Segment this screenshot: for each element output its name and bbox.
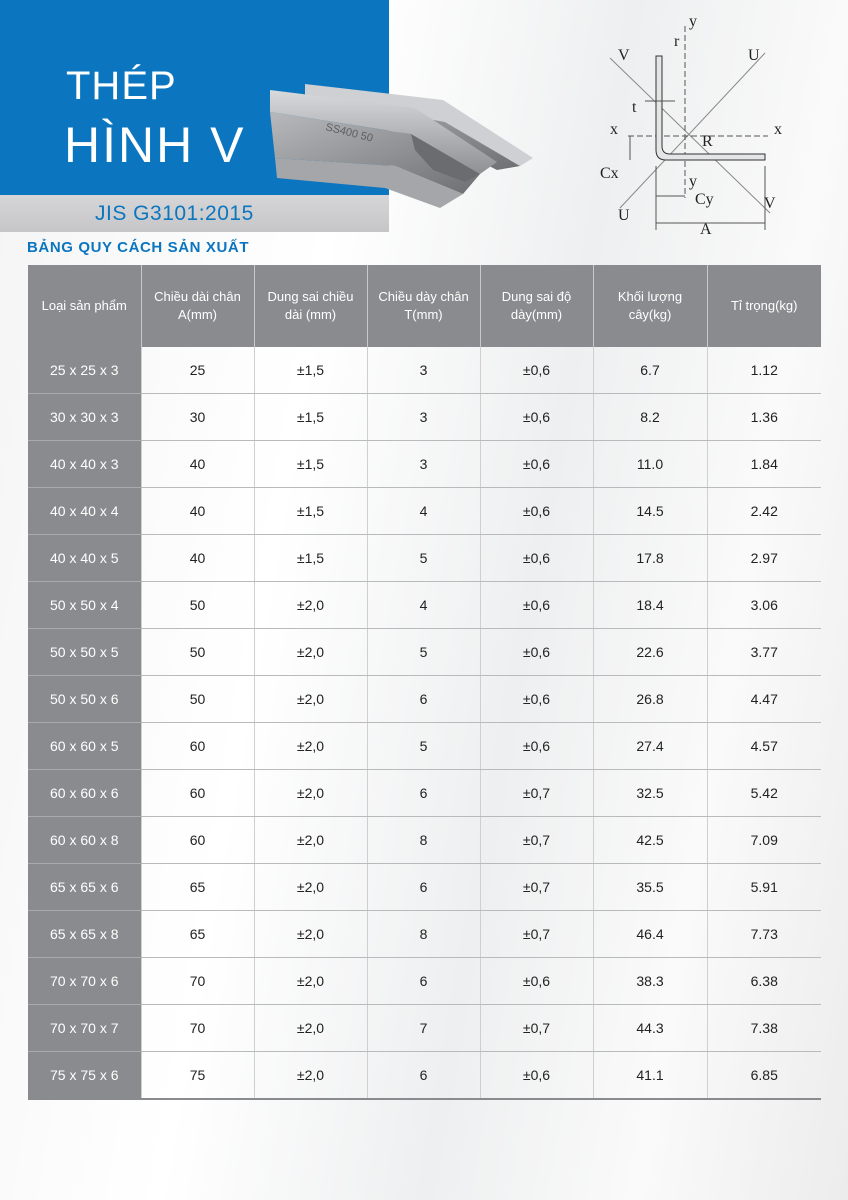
table-row	[28, 958, 821, 1005]
diagram-label-cx: Cx	[600, 165, 619, 182]
cell-leg-length: 60	[141, 817, 254, 864]
cell-length-tolerance: ±2,0	[254, 911, 367, 958]
cell-leg-length: 75	[141, 1052, 254, 1100]
cell-product-type: 70 x 70 x 7	[28, 1005, 141, 1052]
cell-unit-weight: 7.38	[707, 1005, 821, 1052]
cell-leg-length: 40	[141, 441, 254, 488]
diagram-label-x-left: x	[610, 121, 618, 138]
table-row	[28, 441, 821, 488]
cell-length-tolerance: ±2,0	[254, 864, 367, 911]
cell-thickness-tolerance: ±0,6	[480, 488, 593, 535]
cell-bar-weight: 14.5	[593, 488, 707, 535]
cell-bar-weight: 27.4	[593, 723, 707, 770]
cell-thickness-tolerance: ±0,6	[480, 958, 593, 1005]
cell-leg-length: 60	[141, 770, 254, 817]
cell-product-type: 75 x 75 x 6	[28, 1052, 141, 1100]
standard-label: JIS G3101:2015	[95, 202, 254, 225]
diagram-label-y-bottom: y	[689, 173, 697, 190]
cell-leg-thickness: 6	[367, 770, 480, 817]
cell-product-type: 65 x 65 x 8	[28, 911, 141, 958]
table-row	[28, 676, 821, 723]
cell-leg-length: 50	[141, 582, 254, 629]
cell-thickness-tolerance: ±0,7	[480, 1005, 593, 1052]
cell-leg-length: 25	[141, 347, 254, 394]
cell-leg-thickness: 5	[367, 535, 480, 582]
cell-leg-thickness: 3	[367, 441, 480, 488]
cell-unit-weight: 5.91	[707, 864, 821, 911]
table-row	[28, 864, 821, 911]
cell-leg-thickness: 8	[367, 911, 480, 958]
cell-unit-weight: 4.57	[707, 723, 821, 770]
cell-bar-weight: 42.5	[593, 817, 707, 864]
cell-thickness-tolerance: ±0,6	[480, 441, 593, 488]
cell-leg-thickness: 3	[367, 394, 480, 441]
diagram-label-a: A	[700, 221, 712, 238]
diagram-label-v-left: V	[618, 47, 630, 64]
cell-leg-thickness: 6	[367, 676, 480, 723]
cell-thickness-tolerance: ±0,6	[480, 1052, 593, 1100]
cell-unit-weight: 5.42	[707, 770, 821, 817]
spec-table	[28, 265, 821, 1100]
table-row	[28, 911, 821, 958]
header-leg-thickness: Chiều dày chân T(mm)	[367, 265, 480, 347]
cell-length-tolerance: ±1,5	[254, 535, 367, 582]
cell-unit-weight: 3.77	[707, 629, 821, 676]
cell-length-tolerance: ±2,0	[254, 723, 367, 770]
cell-unit-weight: 1.36	[707, 394, 821, 441]
cell-unit-weight: 1.84	[707, 441, 821, 488]
cell-unit-weight: 3.06	[707, 582, 821, 629]
cell-thickness-tolerance: ±0,6	[480, 394, 593, 441]
title-line-2: HÌNH V	[64, 117, 246, 173]
cross-section-diagram	[590, 8, 810, 238]
table-row	[28, 394, 821, 441]
cell-product-type: 65 x 65 x 6	[28, 864, 141, 911]
cell-leg-length: 40	[141, 488, 254, 535]
cell-leg-length: 70	[141, 958, 254, 1005]
cell-bar-weight: 32.5	[593, 770, 707, 817]
cell-leg-length: 40	[141, 535, 254, 582]
table-row	[28, 347, 821, 394]
cell-bar-weight: 17.8	[593, 535, 707, 582]
cell-length-tolerance: ±1,5	[254, 488, 367, 535]
cell-thickness-tolerance: ±0,6	[480, 535, 593, 582]
cell-length-tolerance: ±2,0	[254, 629, 367, 676]
table-row	[28, 817, 821, 864]
steel-stamp-text: SS400 50	[324, 121, 375, 145]
cell-leg-length: 65	[141, 864, 254, 911]
cell-product-type: 50 x 50 x 5	[28, 629, 141, 676]
table-row	[28, 535, 821, 582]
diagram-label-x-right: x	[774, 121, 782, 138]
cell-thickness-tolerance: ±0,6	[480, 723, 593, 770]
cell-unit-weight: 2.42	[707, 488, 821, 535]
cell-thickness-tolerance: ±0,7	[480, 911, 593, 958]
cell-length-tolerance: ±1,5	[254, 394, 367, 441]
diagram-label-u-right: U	[748, 47, 760, 64]
header-leg-length: Chiều dài chân A(mm)	[141, 265, 254, 347]
table-row	[28, 770, 821, 817]
diagram-label-r-radius: R	[702, 133, 713, 150]
cell-product-type: 30 x 30 x 3	[28, 394, 141, 441]
cell-unit-weight: 7.73	[707, 911, 821, 958]
title-line-1: THÉP	[66, 64, 177, 108]
cell-length-tolerance: ±2,0	[254, 582, 367, 629]
cell-leg-thickness: 6	[367, 958, 480, 1005]
section-title: BẢNG QUY CÁCH SẢN XUẤT	[27, 239, 250, 256]
cell-product-type: 60 x 60 x 6	[28, 770, 141, 817]
cell-bar-weight: 44.3	[593, 1005, 707, 1052]
cell-bar-weight: 11.0	[593, 441, 707, 488]
cell-product-type: 60 x 60 x 5	[28, 723, 141, 770]
cell-bar-weight: 26.8	[593, 676, 707, 723]
cell-thickness-tolerance: ±0,7	[480, 817, 593, 864]
cell-thickness-tolerance: ±0,6	[480, 582, 593, 629]
cell-length-tolerance: ±2,0	[254, 770, 367, 817]
cell-bar-weight: 35.5	[593, 864, 707, 911]
cell-leg-length: 50	[141, 629, 254, 676]
cell-bar-weight: 18.4	[593, 582, 707, 629]
cell-leg-thickness: 3	[367, 347, 480, 394]
table-header-row	[28, 265, 821, 347]
cell-product-type: 50 x 50 x 4	[28, 582, 141, 629]
cell-length-tolerance: ±2,0	[254, 676, 367, 723]
header-thickness-tolerance: Dung sai độ dày(mm)	[480, 265, 593, 347]
cell-leg-length: 50	[141, 676, 254, 723]
cell-leg-thickness: 6	[367, 1052, 480, 1100]
cell-leg-length: 65	[141, 911, 254, 958]
diagram-label-r: r	[674, 33, 680, 50]
cell-leg-thickness: 4	[367, 582, 480, 629]
cell-product-type: 25 x 25 x 3	[28, 347, 141, 394]
diagram-label-y-top: y	[689, 13, 697, 30]
cell-leg-thickness: 8	[367, 817, 480, 864]
cell-unit-weight: 7.09	[707, 817, 821, 864]
cell-unit-weight: 4.47	[707, 676, 821, 723]
cell-bar-weight: 22.6	[593, 629, 707, 676]
cell-length-tolerance: ±2,0	[254, 1005, 367, 1052]
cell-length-tolerance: ±1,5	[254, 441, 367, 488]
cell-leg-thickness: 5	[367, 629, 480, 676]
cell-thickness-tolerance: ±0,6	[480, 676, 593, 723]
cell-product-type: 40 x 40 x 4	[28, 488, 141, 535]
cell-thickness-tolerance: ±0,6	[480, 347, 593, 394]
header-unit-weight: Tỉ trọng(kg)	[707, 265, 821, 347]
header-bar-weight: Khối lượng cây(kg)	[593, 265, 707, 347]
steel-angle-image	[265, 70, 535, 215]
cell-leg-thickness: 4	[367, 488, 480, 535]
cell-bar-weight: 41.1	[593, 1052, 707, 1100]
cell-length-tolerance: ±2,0	[254, 817, 367, 864]
cell-length-tolerance: ±2,0	[254, 958, 367, 1005]
table-row	[28, 1005, 821, 1052]
cell-leg-thickness: 5	[367, 723, 480, 770]
cell-unit-weight: 6.85	[707, 1052, 821, 1100]
cell-leg-length: 70	[141, 1005, 254, 1052]
cell-bar-weight: 46.4	[593, 911, 707, 958]
table-row	[28, 488, 821, 535]
cell-product-type: 70 x 70 x 6	[28, 958, 141, 1005]
header-product-type: Loại sản phẩm	[28, 265, 141, 347]
diagram-label-v-right: V	[764, 195, 776, 212]
cell-bar-weight: 6.7	[593, 347, 707, 394]
header-length-tolerance: Dung sai chiều dài (mm)	[254, 265, 367, 347]
cell-bar-weight: 38.3	[593, 958, 707, 1005]
cell-product-type: 50 x 50 x 6	[28, 676, 141, 723]
cell-length-tolerance: ±1,5	[254, 347, 367, 394]
cell-product-type: 60 x 60 x 8	[28, 817, 141, 864]
cell-thickness-tolerance: ±0,7	[480, 770, 593, 817]
cell-thickness-tolerance: ±0,6	[480, 629, 593, 676]
cell-leg-thickness: 6	[367, 864, 480, 911]
cell-leg-length: 30	[141, 394, 254, 441]
cell-thickness-tolerance: ±0,7	[480, 864, 593, 911]
cell-leg-length: 60	[141, 723, 254, 770]
diagram-label-cy: Cy	[695, 191, 714, 208]
cell-length-tolerance: ±2,0	[254, 1052, 367, 1100]
cell-leg-thickness: 7	[367, 1005, 480, 1052]
table-row	[28, 629, 821, 676]
cell-unit-weight: 2.97	[707, 535, 821, 582]
cell-bar-weight: 8.2	[593, 394, 707, 441]
cell-product-type: 40 x 40 x 5	[28, 535, 141, 582]
table-row	[28, 723, 821, 770]
cell-product-type: 40 x 40 x 3	[28, 441, 141, 488]
table-row	[28, 582, 821, 629]
diagram-label-u-left: U	[618, 207, 630, 224]
cell-unit-weight: 1.12	[707, 347, 821, 394]
cell-unit-weight: 6.38	[707, 958, 821, 1005]
table-row	[28, 1052, 821, 1100]
diagram-label-t: t	[632, 99, 637, 116]
